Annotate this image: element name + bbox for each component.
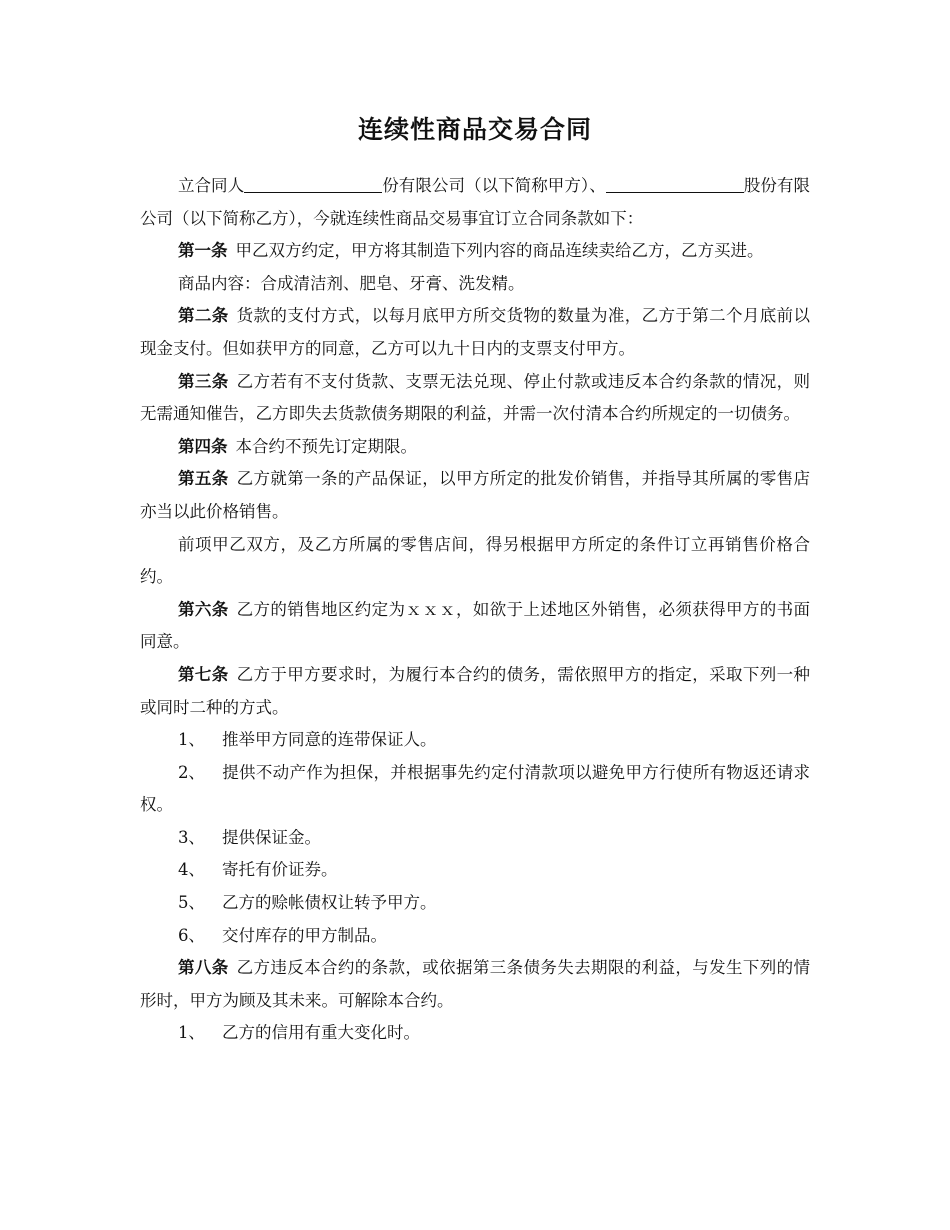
item-number: 1、	[177, 730, 205, 750]
article-3	[140, 366, 810, 431]
article-7-item	[140, 887, 810, 920]
item-number: 2、	[177, 762, 205, 782]
intro-paragraph	[140, 170, 810, 235]
item-text: 乙方的信用有重大变化时。	[221, 1023, 420, 1043]
article-1-label: 第一条	[177, 241, 228, 261]
article-1-text: 甲乙双方约定，甲方将其制造下列内容的商品连续卖给乙方，乙方买进。	[235, 241, 764, 261]
article-6-text: 乙方的销售地区约定为ｘｘｘ，如欲于上述地区外销售，必须获得甲方的书面同意。	[140, 599, 811, 652]
article-5-text: 乙方就第一条的产品保证，以甲方所定的批发价销售，并指导其所属的零售店亦当以此价格销售。	[140, 469, 811, 521]
article-8-label: 第八条	[177, 958, 229, 978]
item-number: 6、	[177, 925, 205, 945]
article-2-text: 货款的支付方式，以每月底甲方所交货物的数量为准，乙方于第二个月底前以现金支付。但如获甲方的同意，乙方可以九十日内的支票支付甲方。	[140, 306, 811, 358]
intro-text-3: 股份有限公司（以下简称乙方），今就连续性商品交易事宜订立合同条款如下：	[140, 176, 811, 228]
article-4-label: 第四条	[177, 436, 228, 456]
article-7	[140, 659, 810, 724]
article-7-item	[140, 724, 810, 757]
party-a-blank	[244, 174, 382, 193]
contract-body	[140, 170, 810, 1050]
article-4	[140, 431, 810, 464]
article-7-label: 第七条	[177, 664, 229, 684]
document-title: 连续性商品交易合同	[357, 115, 592, 144]
article-7-text: 乙方于甲方要求时，为履行本合约的债务，需依照甲方的指定，采取下列一种或同时二种的方式。	[140, 664, 811, 717]
article-1	[140, 235, 810, 268]
article-3-text: 乙方若有不支付货款、支票无法兑现、停止付款或违反本合约条款的情况，则无需通知催告，乙方即失去货款债务期限的利益，并需一次付清本合约所规定的一切债务。	[140, 371, 811, 424]
article-6-label: 第六条	[177, 599, 229, 619]
article-8	[140, 952, 810, 1017]
item-text: 交付库存的甲方制品。	[221, 925, 387, 945]
article-5-extra: 前项甲乙双方，及乙方所属的零售店间，得另根据甲方所定的条件订立再销售价格合约。	[140, 534, 810, 587]
article-4-text: 本合约不预先订定期限。	[235, 436, 417, 456]
article-7-item	[140, 822, 810, 855]
item-text: 乙方的赊帐债权让转予甲方。	[221, 893, 437, 913]
intro-text-2: 份有限公司（以下简称甲方）、	[382, 176, 606, 195]
item-number: 4、	[177, 860, 205, 880]
item-number: 1、	[177, 1023, 205, 1043]
party-b-blank	[606, 174, 744, 193]
item-text: 提供保证金。	[221, 827, 321, 847]
item-text: 寄托有价证券。	[221, 860, 338, 880]
article-6	[140, 594, 810, 659]
item-text: 提供不动产作为担保，并根据事先约定付清款项以避免甲方行使所有物返还请求权。	[140, 762, 810, 815]
article-7-item	[140, 920, 810, 953]
goods-paragraph: 商品内容：合成清洁剂、肥皂、牙膏、洗发精。	[177, 273, 525, 293]
article-5-label: 第五条	[177, 469, 229, 489]
intro-text-1: 立合同人	[177, 176, 245, 195]
article-2	[140, 300, 810, 365]
article-5	[140, 463, 810, 528]
article-3-label: 第三条	[177, 371, 229, 391]
item-text: 推举甲方同意的连带保证人。	[221, 730, 437, 750]
article-7-item	[140, 757, 810, 822]
article-8-text: 乙方违反本合约的条款，或依据第三条债务失去期限的利益，与发生下列的情形时，甲方为顾及其未来。可解除本合约。	[140, 958, 811, 1010]
article-2-label: 第二条	[177, 306, 229, 326]
item-number: 3、	[177, 827, 205, 847]
item-number: 5、	[177, 893, 205, 913]
article-8-item	[140, 1017, 810, 1050]
article-7-item	[140, 854, 810, 887]
